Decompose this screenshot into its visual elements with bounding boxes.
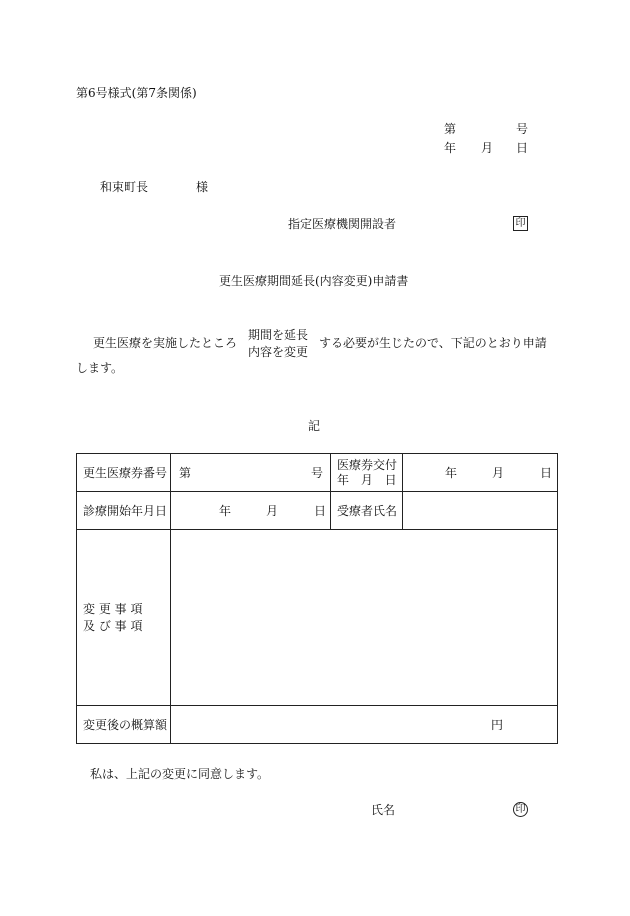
start-date-cell[interactable] — [171, 492, 331, 530]
start-date-label: 診療開始年月日 — [77, 492, 171, 530]
form-number: 第6号様式(第7条関係) — [76, 86, 197, 100]
change-items-label — [77, 530, 171, 706]
patient-name-cell[interactable] — [403, 492, 558, 530]
body-text-line2: します。 — [76, 361, 124, 375]
issue-day: 日 — [540, 466, 553, 480]
start-year: 年 — [219, 504, 232, 518]
change-items-cell[interactable] — [171, 530, 558, 706]
signature-seal — [513, 802, 528, 817]
applicant-seal — [513, 216, 528, 231]
body-option-change: 内容を変更 — [248, 345, 309, 359]
table-row — [77, 530, 558, 706]
estimated-amount-label: 変更後の概算額 — [77, 706, 171, 744]
body-text-after: する必要が生じたので、下記のとおり申請 — [319, 336, 547, 350]
body-text-before: 更生医療を実施したところ — [93, 336, 238, 350]
seal-mark: 印 — [513, 802, 528, 817]
ticket-number-cell[interactable] — [171, 454, 331, 492]
table-row — [77, 706, 558, 744]
addressee-name: 和束町長 — [100, 180, 149, 194]
patient-name-label: 受療者氏名 — [331, 492, 403, 530]
seal-mark: 印 — [513, 216, 528, 231]
estimated-amount-cell[interactable] — [171, 706, 558, 744]
document-title: 更生医療期間延長(内容変更)申請書 — [219, 274, 409, 288]
body-option-extend: 期間を延長 — [248, 328, 309, 342]
issue-date-label — [331, 454, 403, 492]
table-row — [77, 492, 558, 530]
ticket-number-suffix: 号 — [311, 466, 324, 480]
issue-date-cell[interactable] — [403, 454, 558, 492]
ticket-number-label: 更生医療券番号 — [77, 454, 171, 492]
amount-unit: 円 — [491, 718, 504, 732]
issue-year: 年 — [445, 466, 458, 480]
applicant-label: 指定医療機関開設者 — [288, 217, 397, 231]
signature-label: 氏名 — [371, 803, 396, 817]
number-suffix: 号 — [516, 122, 529, 136]
number-prefix: 第 — [444, 122, 457, 136]
issue-date-label-line2: 年 月 日 — [337, 472, 401, 487]
change-items-label-line1: 変 更 事 項 — [83, 601, 143, 616]
ticket-number-prefix: 第 — [179, 466, 192, 480]
consent-text: 私は、上記の変更に同意します。 — [90, 767, 270, 781]
start-month: 月 — [266, 504, 279, 518]
issue-date-label-line1: 医療券交付 — [337, 457, 398, 472]
start-day: 日 — [314, 504, 327, 518]
issue-month: 月 — [492, 466, 505, 480]
application-table — [76, 453, 558, 744]
change-items-label-line2: 及 び 事 項 — [83, 618, 143, 633]
table-row — [77, 454, 558, 492]
addressee-honorific: 様 — [196, 180, 209, 194]
date-day: 日 — [516, 141, 529, 155]
date-year: 年 — [444, 141, 457, 155]
date-month: 月 — [481, 141, 494, 155]
ki-label: 記 — [308, 419, 321, 433]
